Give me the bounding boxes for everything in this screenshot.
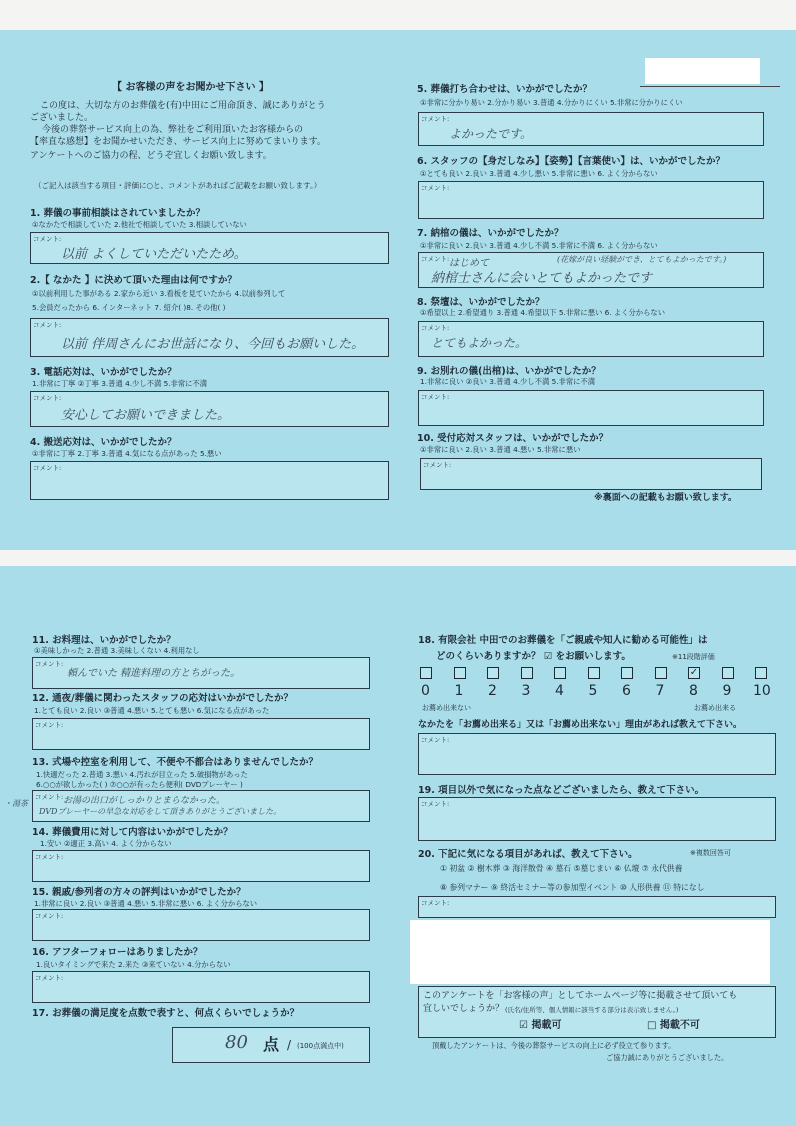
comment-label: コメント: — [33, 321, 62, 329]
q9-options: 1.非常に良い ②良い 3.普通 4.少し不満 5.非常に不満 — [420, 377, 596, 386]
q13-comment-line-1: お湯の出口がしっかりとまらなかった。 — [63, 796, 226, 806]
q3-comment-text: 安心してお願いできました。 — [61, 408, 231, 423]
q7-options: ①非常に良い 2.良い 3.普通 4.少し不満 5.非常に不満 6. よく分からない — [420, 241, 658, 250]
redaction-block — [410, 920, 770, 984]
rating-checkbox-2[interactable] — [487, 667, 499, 679]
q13-comment-box — [32, 790, 370, 822]
rating-checkbox-3[interactable] — [521, 667, 533, 679]
q12-options: 1.とても良い 2.良い ③普通 4.悪い 5.とても悪い 6.気になる点があった — [34, 706, 270, 715]
rating-number-8: 8 — [689, 683, 698, 699]
q15-title: 15. 親戚/参列者の方々の評判はいかがでしたか？ — [32, 887, 246, 898]
q1-comment-text: 以前 よくしていただいたため。 — [61, 247, 247, 262]
comment-label: コメント: — [33, 394, 62, 402]
consent-yes[interactable]: ☑ 掲載可 — [519, 1020, 562, 1031]
q5-options: ①非常に分かり易い 2.分かり易い 3.普通 4.分かりにくい 5.非常に分かりにくい — [420, 98, 683, 107]
q19-comment-box — [418, 797, 776, 841]
intro-line-2: ございました。 — [30, 113, 94, 123]
rating-checkbox-0[interactable] — [420, 667, 432, 679]
q17-title: 17. お葬儀の満足度を点数で表すと、何点くらいでしょうか？ — [32, 1008, 300, 1019]
rating-number-9: 9 — [722, 683, 732, 699]
intro-line-3: 今後の葬祭サービス向上の為、弊社をご利用頂いたお客様からの — [42, 125, 304, 135]
reverse-side-note: ※裏面への記載もお願い致します。 — [594, 493, 738, 503]
q13-options-2: 6.○○が欲しかった( ) ⑦○○が有ったら便利( DVDプレーヤー ) — [36, 780, 243, 789]
comment-label: コメント: — [421, 324, 450, 332]
rating-number-7: 7 — [655, 683, 665, 699]
comment-label: コメント: — [35, 912, 64, 920]
q7-comment-line-1: はじめて — [449, 258, 489, 269]
q7-comment-line-1b: (花嫁が良い経験ができ、とてもよかったです。) — [557, 255, 727, 264]
q20-title: 20. 下記に気になる項目があれば、教えて下さい。 — [418, 849, 638, 860]
q18-low-label: お薦め出来ない — [422, 704, 471, 712]
rating-checkbox-5[interactable] — [588, 667, 600, 679]
redaction-block — [645, 58, 760, 84]
q7-comment-line-2: 納棺士さんに会いとてもよかったです — [431, 271, 653, 286]
q11-comment-box — [32, 657, 370, 689]
q11-comment-text: 頼んでいた 精進料理の方とちがった。 — [67, 668, 241, 679]
q6-options: ①とても良い 2.良い 3.普通 4.少し悪い 5.非常に悪い 6. よく分からない — [420, 169, 658, 178]
closing-line-2: ご協力誠にありがとうございました。 — [606, 1053, 729, 1062]
comment-label: コメント: — [35, 660, 64, 668]
q3-comment-box — [30, 391, 389, 427]
q8-comment-text: とてもよかった。 — [431, 336, 528, 350]
rating-checkbox-1[interactable] — [454, 667, 466, 679]
q8-title: 8. 祭壇は、いかがでしたか？ — [417, 297, 545, 308]
rating-number-3: 3 — [521, 683, 531, 699]
q17-slash: / — [287, 1038, 292, 1052]
rating-number-6: 6 — [622, 683, 631, 699]
q14-comment-box — [32, 850, 370, 882]
q11-title: 11. お料理は、いかがでしたか？ — [32, 635, 176, 646]
q16-comment-box — [32, 971, 370, 1003]
q18-high-label: お薦め出来る — [694, 704, 736, 712]
comment-label: コメント: — [421, 736, 450, 744]
q5-comment-text: よかったです。 — [449, 127, 533, 141]
q14-title: 14. 葬儀費用に対して内容はいかがでしたか？ — [32, 827, 233, 838]
q18-title-1: 18. 有限会社 中田でのお葬儀を「ご親戚や知人に勧める可能性」は — [418, 635, 708, 646]
q12-comment-box — [32, 718, 370, 750]
rating-checkbox-8[interactable]: ✓ — [689, 667, 699, 678]
q13-margin-note: ・湯茶 — [4, 799, 28, 808]
rating-number-0: 0 — [421, 683, 430, 699]
rating-number-5: 5 — [588, 683, 598, 699]
q2-options-1: ①以前利用した事がある 2.家から近い 3.看板を見ていたから 4.以前参列して — [32, 289, 286, 298]
q6-comment-box — [418, 181, 764, 219]
q20-note: ※複数回答可 — [690, 849, 731, 857]
rating-checkbox-7[interactable] — [655, 667, 667, 679]
comment-label: コメント: — [421, 800, 450, 808]
comment-label: コメント: — [421, 393, 450, 401]
q20-items-2: ⑧ 参列マナー ⑨ 終活セミナー等の参加型イベント ⑩ 人形供養 ⑪ 特になし — [440, 883, 705, 892]
q6-title: 6. スタッフの【身だしなみ】【姿勢】【言葉使い】は、いかがでしたか？ — [417, 156, 726, 167]
q17-max-note: (100点満点中) — [297, 1042, 344, 1050]
q3-title: 3. 電話応対は、いかがでしたか？ — [30, 367, 177, 378]
rating-number-10: 10 — [753, 683, 771, 699]
q18-rating-scale[interactable] — [418, 666, 771, 706]
consent-line-2: 宜しいでしょうか？ — [423, 1004, 505, 1014]
intro-line-4: 【率直な感想】をお聞かせいただき、サービス向上に努めてまいります。 — [30, 137, 326, 147]
comment-label: コメント: — [421, 184, 450, 192]
q10-comment-box — [420, 458, 762, 490]
q9-title: 9. お別れの儀(出棺)は、いかがでしたか？ — [417, 366, 601, 377]
q17-score-unit: 点 — [263, 1035, 280, 1054]
survey-sheet-back — [0, 566, 796, 1126]
q11-options: ①美味しかった 2.普通 3.美味しくない 4.利用なし — [34, 646, 200, 655]
rating-number-2: 2 — [488, 683, 497, 699]
q4-title: 4. 搬送応対は、いかがでしたか？ — [30, 437, 177, 448]
comment-label: コメント: — [421, 115, 450, 123]
consent-line-1: このアンケートを「お客様の声」としてホームページ等に掲載させて頂いても — [423, 991, 738, 1001]
q15-comment-box — [32, 909, 370, 941]
q17-score-box — [172, 1027, 370, 1063]
q12-title: 12. 通夜/葬儀に関わったスタッフの応対はいかがでしたか？ — [32, 693, 294, 704]
q1-title: 1. 葬儀の事前相談はされていましたか？ — [30, 208, 206, 219]
q20-comment-box — [418, 896, 776, 918]
q16-title: 16. アフターフォローはありましたか？ — [32, 947, 203, 958]
q20-items-1: ① 初盆 ② 樹木葬 ③ 海洋散骨 ④ 墓石 ⑤墓じまい ⑥ 仏壇 ⑦ 永代供養 — [440, 864, 683, 873]
survey-title: 【 お客様の声をお聞かせ下さい 】 — [112, 82, 269, 93]
comment-label: コメント: — [33, 235, 62, 243]
consent-privacy-note: (氏名/住所等、個人情報に該当する部分は表示致しません。) — [505, 1006, 679, 1014]
q9-comment-box — [418, 390, 764, 426]
redaction-underline — [640, 86, 780, 87]
rating-checkbox-10[interactable] — [755, 667, 767, 679]
q4-options: ①非常に丁寧 2.丁寧 3.普通 4.気になる点があった 5.悪い — [32, 449, 222, 458]
comment-label: コメント: — [421, 899, 450, 907]
q5-comment-box — [418, 112, 764, 146]
rating-number-4: 4 — [555, 683, 564, 699]
q1-options: ①なかたで相談していた 2.他社で相談していた 3.相談していない — [32, 220, 247, 229]
comment-label: コメント: — [423, 461, 452, 469]
q5-title: 5. 葬儀打ち合わせは、いかがでしたか？ — [417, 84, 593, 95]
q10-title: 10. 受付応対スタッフは、いかがでしたか？ — [417, 433, 609, 444]
q8-comment-box — [418, 321, 764, 357]
q1-comment-box — [30, 232, 389, 264]
q10-options: ①非常に良い 2.良い 3.普通 4.悪い 5.非常に悪い — [420, 445, 581, 454]
q2-options-2: 5.会員だったから 6. インターネット 7. 紹介( )8. その他( ) — [32, 303, 226, 312]
q18-comment-box — [418, 733, 776, 775]
rating-number-1: 1 — [454, 683, 464, 699]
survey-sheet-front — [0, 30, 796, 550]
comment-label: コメント: — [35, 853, 64, 861]
q4-comment-box — [30, 461, 389, 500]
q7-title: 7. 納棺の儀は、いかがでしたか？ — [417, 228, 564, 239]
comment-label: コメント: — [35, 974, 64, 982]
q14-options: 1.安い ②適正 3.高い 4. よく分からない — [40, 839, 172, 848]
comment-label: コメント: — [33, 464, 62, 472]
rating-checkbox-4[interactable] — [554, 667, 566, 679]
instruction-note: （ご記入は該当する項目・評価に○と、コメントがあればご記載をお願い致します。） — [34, 181, 322, 190]
closing-line-1: 頂戴したアンケートは、今後の葬祭サービスの向上に必ず役立て参ります。 — [432, 1041, 676, 1050]
intro-line-5: アンケートへのご協力の程、どうぞ宜しくお願い致します。 — [30, 151, 272, 161]
q18-scale-note: ※11段階評価 — [672, 653, 715, 661]
q13-title: 13. 式場や控室を利用して、不便や不都合はありませんでしたか？ — [32, 757, 318, 768]
q17-score-value: 80 — [225, 1032, 248, 1053]
comment-label: コメント: — [421, 255, 450, 263]
q16-options: 1.良いタイミングで来た 2.来た ③来ていない 4.分からない — [36, 960, 231, 969]
rating-checkbox-6[interactable] — [621, 667, 633, 679]
q13-comment-line-2: DVDプレーヤーの早急な対応をして頂きありがとうございました。 — [39, 807, 282, 816]
q19-title: 19. 項目以外で気になった点などございましたら、教えて下さい。 — [418, 785, 705, 796]
comment-label: コメント: — [35, 721, 64, 729]
rating-checkbox-9[interactable] — [722, 667, 734, 679]
q2-comment-text: 以前 伴周さんにお世話になり、今回もお願いした。 — [61, 337, 365, 352]
q18-title-2: どのくらいありますか？ ☑ をお願いします。 — [436, 651, 631, 662]
comment-label: コメント: — [35, 793, 64, 801]
consent-no[interactable]: □ 掲載不可 — [647, 1020, 700, 1031]
q15-options: 1.非常に良い 2.良い ③普通 4.悪い 5.非常に悪い 6. よく分からない — [34, 899, 258, 908]
q3-options: 1.非常に丁寧 ②丁寧 3.普通 4.少し不満 5.非常に不満 — [32, 379, 208, 388]
q18-reason-prompt: なかたを「お薦め出来る」又は「お薦め出来ない」理由があれば教えて下さい。 — [418, 720, 743, 730]
intro-line-1: この度は、大切な方のお葬儀を(有)中田にご用命頂き、誠にありがとう — [40, 101, 326, 111]
q7-comment-box — [418, 252, 764, 288]
q8-options: ①希望以上 2.希望通り 3.普通 4.希望以下 5.非常に悪い 6. よく分からない — [420, 308, 665, 317]
q2-comment-box — [30, 318, 389, 357]
q13-options-1: 1.快適だった 2.普通 3.悪い 4.汚れが目立った 5.破損物があった — [36, 770, 248, 779]
q2-title: 2.【 なかた 】に決めて頂いた理由は何ですか？ — [30, 275, 237, 286]
consent-box — [418, 986, 776, 1038]
